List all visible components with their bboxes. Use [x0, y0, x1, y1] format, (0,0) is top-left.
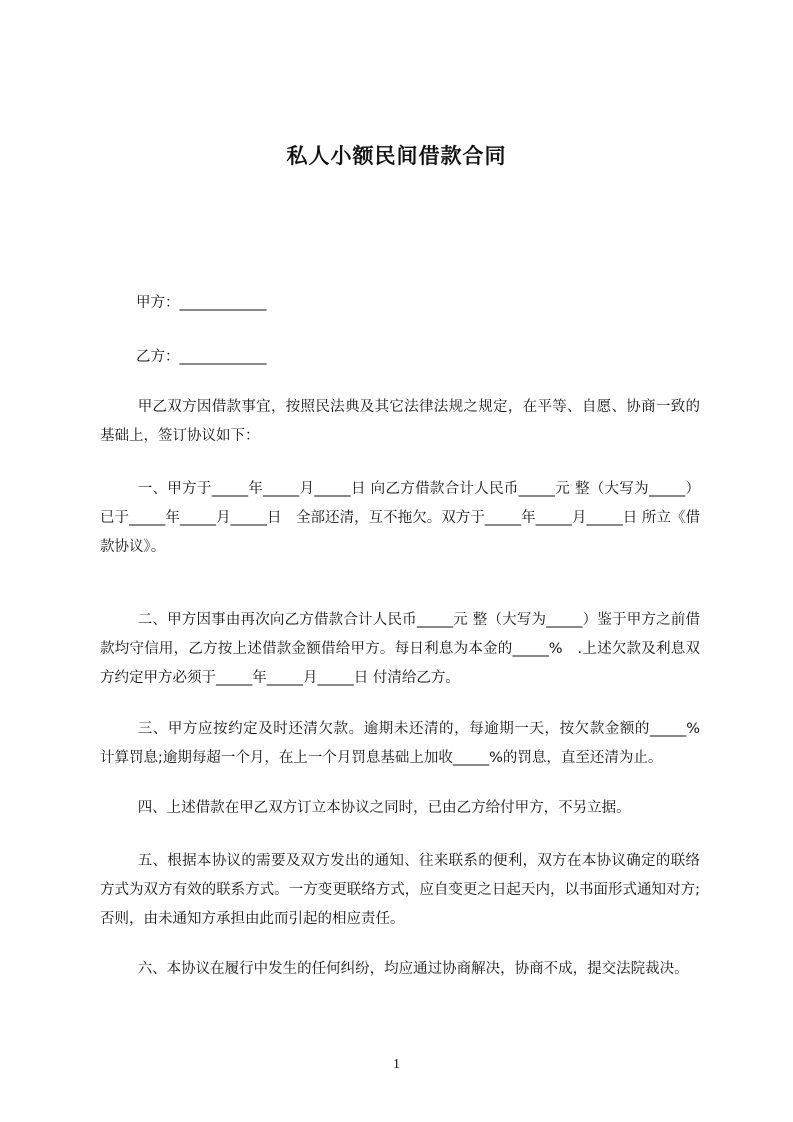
clause-4: 四、上述借款在甲乙双方订立本协议之同时，已由乙方给付甲方，不另立据。 [137, 800, 631, 816]
clause-2: 二、甲方因事由再次向乙方借款合计人民币_____元 整（大写为_____）鉴于甲方之前借款均守信用，乙方按上述借款金额借给甲方。每日利息为本金的_____% .上述欠款及利息双方约定甲方必须于_____年_____月_____日 付清给乙方。 [100, 612, 700, 686]
document-title: 私人小额民间借款合同 [286, 144, 507, 168]
clause-3: 三、甲方应按约定及时还清欠款。逾期未还清的，每逾期一天，按欠款金额的_____% 计算罚息;逾期每超一个月，在上一个月罚息基础上加收_____%的罚息，直至还清为止。 [100, 721, 715, 766]
party-a-line: 甲方：____________ [136, 295, 267, 311]
intro-paragraph: 甲乙双方因借款事宜，按照民法典及其它法律法规之规定，在平等、自愿、协商一致的基础上，签订协议如下： [100, 399, 700, 444]
clause-6: 六、本协议在履行中发生的任何纠纷，均应通过协商解决，协商不成，提交法院裁决。 [137, 961, 689, 977]
page-number: 1 [393, 1057, 400, 1072]
clause-5: 五、根据本协议的需要及双方发出的通知、往来联系的便利，双方在本协议确定的联络方式为双方有效的联系方式。一方变更联络方式，应自变更之日起天内，以书面形式通知对方;否则，由未通知方承担由此而引起的相应责任。 [100, 853, 700, 927]
clause-1: 一、甲方于_____年_____月_____日 向乙方借款合计人民币_____元 整（大写为_____）已于_____年_____月_____日 全部还清，互不拖欠。双方于_____年_____月_____日 所立《借款协议》。 [100, 481, 700, 555]
party-b-line: 乙方：____________ [136, 349, 267, 365]
